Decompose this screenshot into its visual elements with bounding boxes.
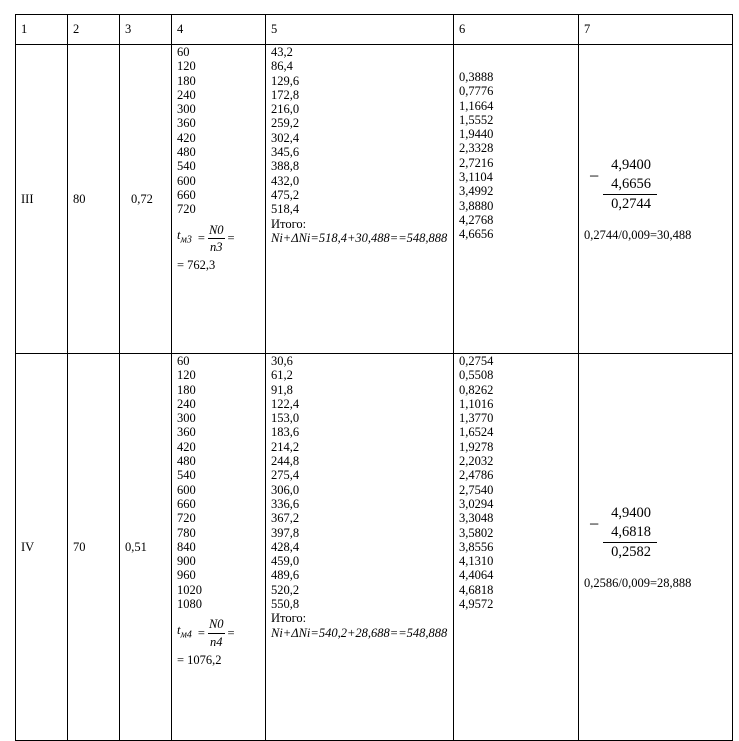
- col4-list: [177, 45, 265, 217]
- list-item: 300: [177, 411, 196, 426]
- col2-value: 70: [68, 354, 120, 741]
- list-item: 420: [177, 439, 196, 454]
- list-item: 3,0294: [459, 496, 494, 511]
- list-item: 122,4: [271, 396, 300, 411]
- list-item: 900: [177, 554, 196, 569]
- list-item: 4,6818: [459, 582, 494, 597]
- list-item: 216,0: [271, 102, 300, 117]
- list-item: 1,6524: [459, 425, 494, 440]
- col7-cell: [579, 354, 733, 741]
- list-item: 60: [177, 354, 190, 368]
- list-item: 388,8: [271, 159, 300, 174]
- list-item: 3,3048: [459, 511, 494, 526]
- col4-cell: [172, 45, 266, 354]
- list-item: 2,3328: [459, 141, 494, 156]
- subtraction: − 4,9400 4,6656 0,2744: [589, 156, 732, 214]
- list-item: 550,8: [271, 597, 300, 612]
- list-item: 0,7776: [459, 84, 494, 99]
- data-table: [15, 14, 733, 741]
- list-item: 475,2: [271, 187, 300, 202]
- row-number: III: [16, 45, 68, 354]
- col2-value: 80: [68, 45, 120, 354]
- col6-list: [459, 70, 578, 242]
- list-item: 0,5508: [459, 368, 494, 383]
- list-item: 480: [177, 145, 196, 160]
- list-item: 4,2768: [459, 212, 494, 227]
- total-label: Итого:: [271, 216, 307, 231]
- col6-list: [459, 354, 578, 611]
- list-item: 540: [177, 159, 196, 174]
- list-item: 120: [177, 368, 196, 383]
- division-note: 0,2744/0,009=30,488: [584, 227, 692, 242]
- list-item: 540: [177, 468, 196, 483]
- list-item: 2,4786: [459, 468, 494, 483]
- col7-cell: [579, 45, 733, 354]
- header-cell: 2: [68, 15, 120, 45]
- list-item: 1,9440: [459, 127, 494, 142]
- list-item: 720: [177, 511, 196, 526]
- list-item: 214,2: [271, 439, 300, 454]
- total-text: Ni+ΔNi=518,4+30,488==548,888: [271, 230, 448, 245]
- list-item: 432,0: [271, 173, 300, 188]
- list-item: 518,4: [271, 202, 300, 217]
- col5-cell: [266, 45, 454, 354]
- list-item: 360: [177, 116, 196, 131]
- header-cell: 1: [16, 15, 68, 45]
- list-item: 840: [177, 539, 196, 554]
- division-note: 0,2586/0,009=28,888: [584, 575, 692, 590]
- list-item: 153,0: [271, 411, 300, 426]
- list-item: 1,9278: [459, 439, 494, 454]
- list-item: 1020: [177, 582, 202, 597]
- list-item: 91,8: [271, 382, 293, 397]
- col6-cell: [454, 45, 579, 354]
- list-item: 244,8: [271, 454, 300, 469]
- header-cell: 7: [579, 15, 733, 45]
- list-item: 367,2: [271, 511, 300, 526]
- list-item: 480: [177, 454, 196, 469]
- col3-value: 0,51: [120, 354, 172, 741]
- total-text: Ni+ΔNi=540,2+28,688==548,888: [271, 625, 448, 640]
- col3-value: 0,72: [120, 45, 172, 354]
- list-item: 3,8556: [459, 539, 494, 554]
- list-item: 4,4064: [459, 568, 494, 583]
- list-item: 600: [177, 173, 196, 188]
- list-item: 0,8262: [459, 382, 494, 397]
- list-item: 489,6: [271, 568, 300, 583]
- header-cell: 5: [266, 15, 454, 45]
- list-item: 240: [177, 87, 196, 102]
- list-item: 2,2032: [459, 454, 494, 469]
- list-item: 360: [177, 425, 196, 440]
- list-item: 4,9572: [459, 597, 494, 612]
- col5-list: [271, 45, 453, 217]
- list-item: 3,8880: [459, 198, 494, 213]
- total-label: Итого:: [271, 611, 307, 626]
- list-item: 2,7216: [459, 155, 494, 170]
- list-item: 1,3770: [459, 411, 494, 426]
- list-item: 302,4: [271, 130, 300, 145]
- list-item: 660: [177, 496, 196, 511]
- list-item: 420: [177, 130, 196, 145]
- list-item: 120: [177, 59, 196, 74]
- list-item: 336,6: [271, 496, 300, 511]
- formula-tm4: $t_{м4}$ = $\frac{N0}{n4}$ =: [177, 617, 235, 649]
- list-item: 4,6656: [459, 227, 494, 242]
- col6-cell: [454, 354, 579, 741]
- list-item: 180: [177, 382, 196, 397]
- formula-tm3: $t_{м3}$ = $\frac{N0}{n3}$ =: [177, 222, 235, 254]
- list-item: 345,6: [271, 145, 300, 160]
- list-item: 306,0: [271, 482, 300, 497]
- list-item: 3,4992: [459, 184, 494, 199]
- col4-cell: [172, 354, 266, 741]
- list-item: 60: [177, 45, 190, 59]
- table-row: [16, 354, 733, 741]
- col4-list: [177, 354, 265, 611]
- list-item: 0,2754: [459, 354, 494, 368]
- list-item: 0,3888: [459, 70, 494, 84]
- list-item: 61,2: [271, 368, 293, 383]
- list-item: 1,5552: [459, 112, 494, 127]
- list-item: 600: [177, 482, 196, 497]
- list-item: 660: [177, 187, 196, 202]
- subtraction: − 4,9400 4,6818 0,2582: [589, 504, 732, 562]
- list-item: 780: [177, 525, 196, 540]
- list-item: 1080: [177, 597, 202, 612]
- list-item: 183,6: [271, 425, 300, 440]
- list-item: 300: [177, 102, 196, 117]
- list-item: 259,2: [271, 116, 300, 131]
- header-cell: 6: [454, 15, 579, 45]
- list-item: 428,4: [271, 539, 300, 554]
- list-item: 1,1664: [459, 98, 494, 113]
- list-item: 960: [177, 568, 196, 583]
- list-item: 86,4: [271, 59, 293, 74]
- header-cell: 4: [172, 15, 266, 45]
- col5-list: [271, 354, 453, 611]
- header-row: [16, 15, 733, 45]
- list-item: 520,2: [271, 582, 300, 597]
- list-item: 275,4: [271, 468, 300, 483]
- formula-result: = 1076,2: [177, 652, 222, 667]
- list-item: 180: [177, 73, 196, 88]
- list-item: 3,1104: [459, 170, 493, 185]
- list-item: 240: [177, 396, 196, 411]
- table-row: [16, 45, 733, 354]
- list-item: 3,5802: [459, 525, 494, 540]
- list-item: 1,1016: [459, 396, 494, 411]
- list-item: 172,8: [271, 87, 300, 102]
- list-item: 4,1310: [459, 554, 494, 569]
- col5-cell: [266, 354, 454, 741]
- list-item: 720: [177, 202, 196, 217]
- list-item: 397,8: [271, 525, 300, 540]
- list-item: 459,0: [271, 554, 300, 569]
- list-item: 129,6: [271, 73, 300, 88]
- formula-result: = 762,3: [177, 258, 216, 273]
- list-item: 30,6: [271, 354, 293, 368]
- header-cell: 3: [120, 15, 172, 45]
- list-item: 2,7540: [459, 482, 494, 497]
- list-item: 43,2: [271, 45, 293, 59]
- row-number: IV: [16, 354, 68, 741]
